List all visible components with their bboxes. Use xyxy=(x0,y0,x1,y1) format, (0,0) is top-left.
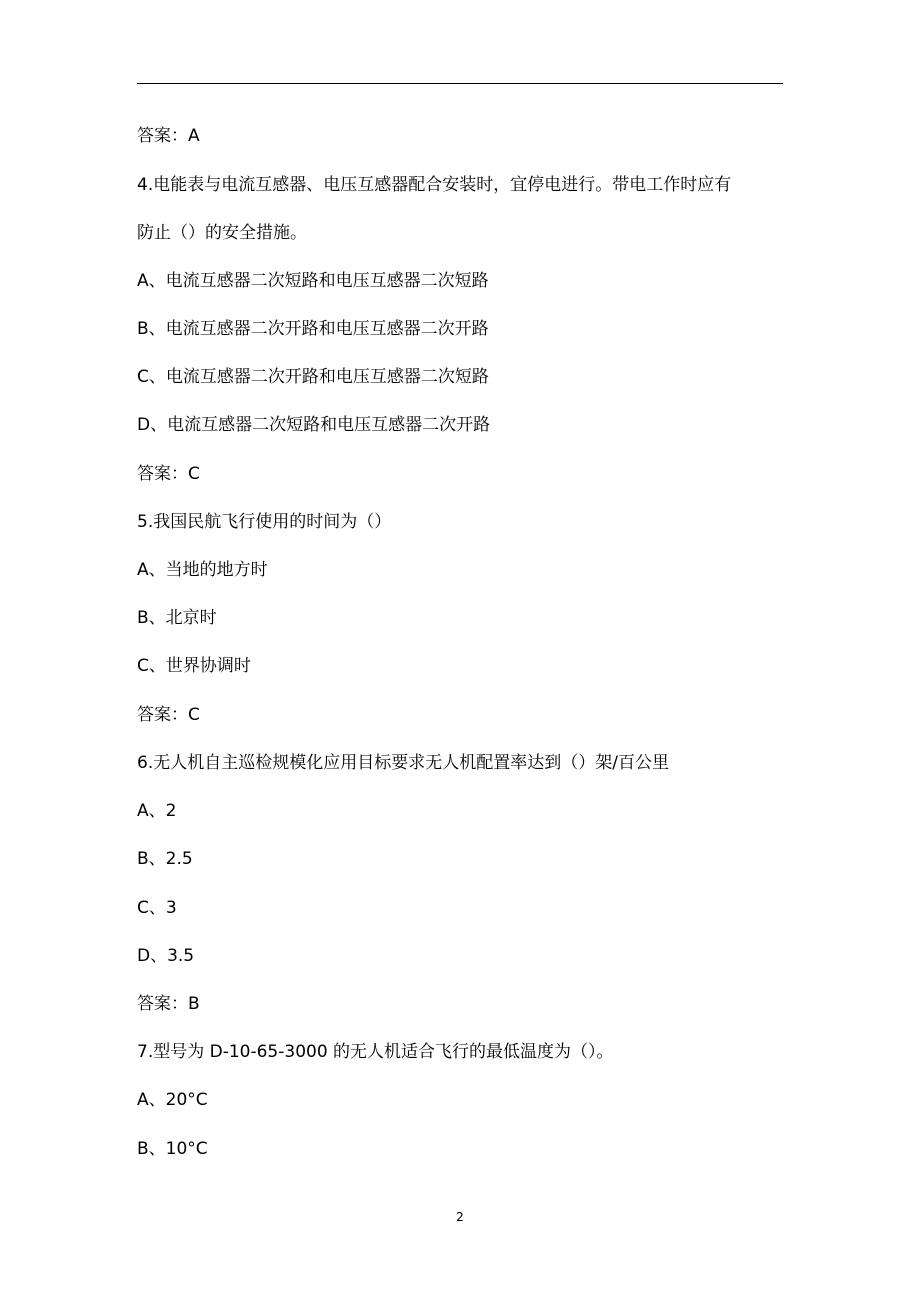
answer-q4: 答案：C xyxy=(137,464,200,484)
answer-q3: 答案：A xyxy=(137,126,200,146)
header-rule xyxy=(137,83,783,84)
q6-option-c: C、3 xyxy=(137,898,177,918)
q5-option-c: C、世界协调时 xyxy=(137,656,251,676)
q5-option-b: B、北京时 xyxy=(137,608,217,628)
question-4-line-1: 4.电能表与电流互感器、电压互感器配合安装时，宜停电进行。带电工作时应有 xyxy=(137,175,732,195)
q5-option-a: A、当地的地方时 xyxy=(137,560,268,580)
q6-option-b: B、2.5 xyxy=(137,849,193,869)
q7-option-b: B、10°C xyxy=(137,1139,208,1159)
question-4-line-2: 防止（）的安全措施。 xyxy=(137,223,307,243)
question-7: 7.型号为 D-10-65-3000 的无人机适合飞行的最低温度为（）。 xyxy=(137,1042,614,1062)
q4-option-a: A、电流互感器二次短路和电压互感器二次短路 xyxy=(137,271,489,291)
question-6: 6.无人机自主巡检规模化应用目标要求无人机配置率达到（）架/百公里 xyxy=(137,753,669,773)
q6-option-d: D、3.5 xyxy=(137,946,195,966)
question-5: 5.我国民航飞行使用的时间为（） xyxy=(137,512,392,532)
q4-option-d: D、电流互感器二次短路和电压互感器二次开路 xyxy=(137,415,491,435)
q6-option-a: A、2 xyxy=(137,801,177,821)
q4-option-c: C、电流互感器二次开路和电压互感器二次短路 xyxy=(137,367,489,387)
q7-option-a: A、20°C xyxy=(137,1090,208,1110)
answer-q5: 答案：C xyxy=(137,705,200,725)
answer-q6: 答案：B xyxy=(137,994,200,1014)
q4-option-b: B、电流互感器二次开路和电压互感器二次开路 xyxy=(137,319,489,339)
page-number: 2 xyxy=(456,1210,464,1224)
